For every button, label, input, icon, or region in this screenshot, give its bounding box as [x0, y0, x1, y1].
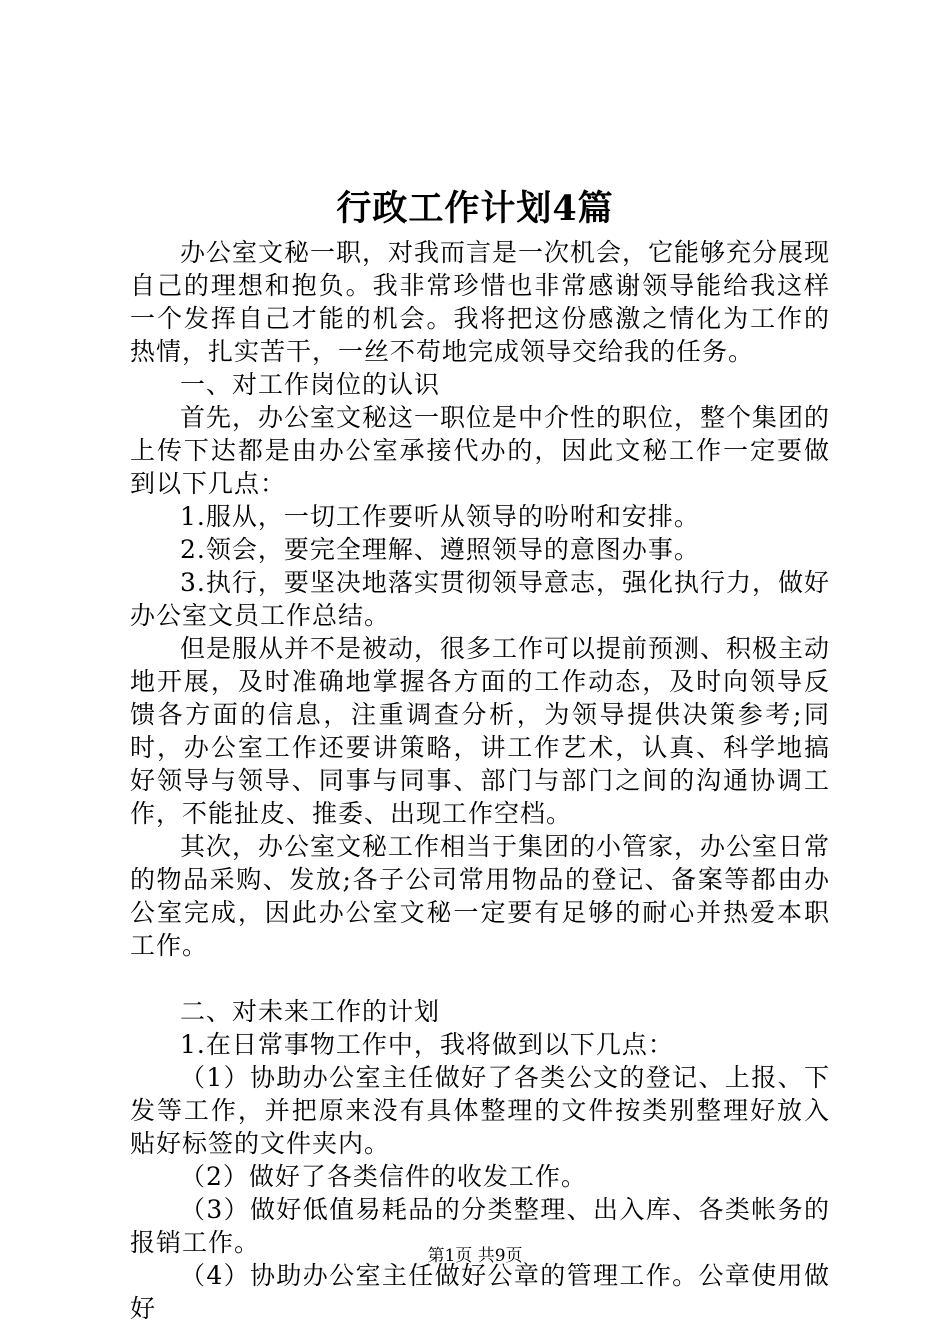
list-item: （2）做好了各类信件的收发工作。 — [180, 1162, 587, 1191]
list-item: （4）协助办公室主任做好公章的管理工作。公章使用做好 — [130, 1261, 830, 1323]
paragraph: 首先，办公室文秘这一职位是中介性的职位，整个集团的上传下达都是由办公室承接代办的，因此文秘工作一定要做到以下几点： — [130, 403, 831, 498]
list-item: （3）做好低值易耗品的分类整理、出入库、各类帐务的报销工作。 — [130, 1195, 830, 1257]
list-item: 2.领会，要完全理解、遵照领导的意图办事。 — [180, 535, 700, 564]
document-body — [130, 236, 830, 1325]
document-title: 行政工作计划4篇 — [336, 188, 614, 229]
list-item: 1.服从，一切工作要听从领导的吩咐和安排。 — [180, 502, 700, 531]
paragraph-intro: 办公室文秘一职，对我而言是一次机会，它能够充分展现自己的理想和抱负。我非常珍惜也非常感谢领导能给我这样一个发挥自己才能的机会。我将把这份感激之情化为工作的热情，扎实苦干，一丝不苟地完成领导交给我的任务。 — [130, 238, 831, 366]
list-item: 3.执行，要坚决地落实贯彻领导意志，强化执行力，做好办公室文员工作总结。 — [130, 568, 830, 630]
list-item: 1.在日常事物工作中，我将做到以下几点： — [180, 1030, 674, 1059]
page-footer: 第1页 共9页 — [427, 1246, 523, 1266]
section-heading-1: 一、对工作岗位的认识 — [180, 370, 441, 399]
list-item: （1）协助办公室主任做好了各类公文的登记、上报、下发等工作，并把原来没有具体整理的文件按类别整理好放入贴好标签的文件夹内。 — [130, 1063, 830, 1158]
section-heading-2: 二、对未来工作的计划 — [180, 997, 441, 1026]
paragraph: 其次，办公室文秘工作相当于集团的小管家，办公室日常的物品采购、发放;各子公司常用物品的登记、备案等都由办公室完成，因此办公室文秘一定要有足够的耐心并热爱本职工作。 — [130, 832, 831, 960]
paragraph: 但是服从并不是被动，很多工作可以提前预测、积极主动地开展，及时准确地掌握各方面的工作动态，及时向领导反馈各方面的信息，注重调查分析，为领导提供决策参考;同时，办公室工作还要讲策略，讲工作艺术，认真、科学地搞好领导与领导、同事与同事、部门与部门之间的沟通协调工作，不能扯皮、推委、出现工作空档。 — [130, 634, 831, 828]
